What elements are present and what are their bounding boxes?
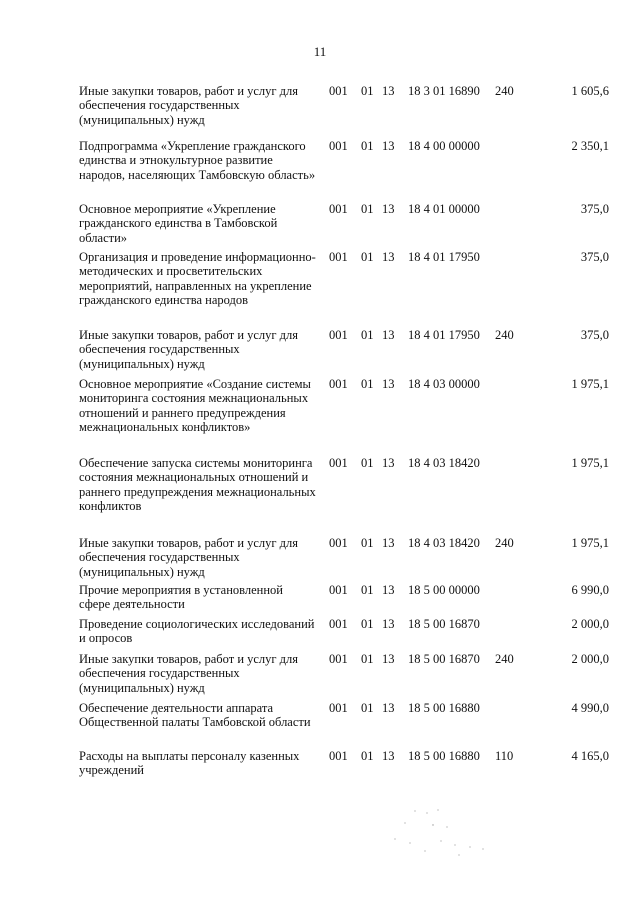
row-rz: 01: [361, 749, 374, 763]
row-sum: 1 975,1: [571, 536, 609, 550]
row-rz: 01: [361, 652, 374, 666]
row-vr: 240: [495, 84, 514, 98]
row-csr: 18 5 00 16880: [408, 749, 480, 763]
row-sum: 1 975,1: [571, 377, 609, 391]
row-ved: 001: [329, 536, 348, 550]
row-sum: 375,0: [580, 202, 609, 216]
row-name: Подпрограмма «Укрепление гражданского единства и этнокультурное развитие народов, населяющих Тамбовскую область»: [79, 139, 316, 182]
row-sum: 4 990,0: [571, 701, 609, 715]
row-pr: 13: [382, 456, 395, 470]
page-number: 11: [313, 44, 327, 59]
row-csr: 18 4 03 18420: [408, 456, 480, 470]
row-name: Иные закупки товаров, работ и услуг для обеспечения государственных (муниципальных) нужд: [79, 536, 299, 579]
row-vr: 240: [495, 328, 514, 342]
row-rz: 01: [361, 456, 374, 470]
row-name: Основное мероприятие «Укрепление гражданского единства в Тамбовской области»: [79, 202, 278, 245]
row-rz: 01: [361, 377, 374, 391]
row-pr: 13: [382, 652, 395, 666]
row-rz: 01: [361, 250, 374, 264]
row-vr: 240: [495, 652, 514, 666]
table-row: [79, 202, 609, 250]
row-csr: 18 5 00 16880: [408, 701, 480, 715]
row-sum: 1 975,1: [571, 456, 609, 470]
row-sum: 2 000,0: [571, 617, 609, 631]
row-ved: 001: [329, 617, 348, 631]
row-csr: 18 4 00 00000: [408, 139, 480, 153]
row-rz: 01: [361, 84, 374, 98]
row-rz: 01: [361, 202, 374, 216]
row-rz: 01: [361, 583, 374, 597]
row-ved: 001: [329, 583, 348, 597]
row-csr: 18 4 01 17950: [408, 250, 480, 264]
row-pr: 13: [382, 202, 395, 216]
row-sum: 1 605,6: [571, 84, 609, 98]
row-sum: 2 000,0: [571, 652, 609, 666]
table-row: [79, 139, 609, 202]
row-name: Иные закупки товаров, работ и услуг для обеспечения государственных (муниципальных) нужд: [79, 84, 299, 127]
row-ved: 001: [329, 250, 348, 264]
row-csr: 18 4 01 00000: [408, 202, 480, 216]
row-pr: 13: [382, 749, 395, 763]
row-csr: 18 4 03 18420: [408, 536, 480, 550]
row-pr: 13: [382, 328, 395, 342]
row-csr: 18 5 00 16870: [408, 652, 480, 666]
row-ved: 001: [329, 139, 348, 153]
table-row: [79, 328, 609, 377]
row-name: Организация и проведение информационно-методических и просветительских мероприятий, направленных на укрепление гражданского единства народов: [79, 250, 316, 307]
row-name: Основное мероприятие «Создание системы мониторинга состояния межнациональных отношений и раннего предупреждения межнациональных конфликтов»: [79, 377, 311, 434]
row-pr: 13: [382, 250, 395, 264]
row-sum: 375,0: [580, 328, 609, 342]
table-row: [79, 749, 609, 783]
row-pr: 13: [382, 583, 395, 597]
row-ved: 001: [329, 701, 348, 715]
row-vr: 110: [495, 749, 514, 763]
row-ved: 001: [329, 377, 348, 391]
row-pr: 13: [382, 617, 395, 631]
row-vr: 240: [495, 536, 514, 550]
row-ved: 001: [329, 749, 348, 763]
row-name: Обеспечение запуска системы мониторинга состояния межнациональных отношений и раннего предупреждения межнациональных конфликтов: [79, 456, 316, 513]
row-ved: 001: [329, 84, 348, 98]
row-sum: 2 350,1: [571, 139, 609, 153]
row-ved: 001: [329, 652, 348, 666]
row-name: Расходы на выплаты персоналу казенных учреждений: [79, 749, 300, 778]
scan-artifact: [375, 803, 495, 863]
row-ved: 001: [329, 328, 348, 342]
row-name: Иные закупки товаров, работ и услуг для обеспечения государственных (муниципальных) нужд: [79, 652, 299, 695]
row-rz: 01: [361, 328, 374, 342]
row-pr: 13: [382, 84, 395, 98]
row-name: Проведение социологических исследований и опросов: [79, 617, 315, 646]
row-rz: 01: [361, 617, 374, 631]
row-sum: 375,0: [580, 250, 609, 264]
budget-table: [79, 84, 609, 783]
row-name: Обеспечение деятельности аппарата Общественной палаты Тамбовской области: [79, 701, 311, 730]
row-csr: 18 4 03 00000: [408, 377, 480, 391]
row-sum: 4 165,0: [571, 749, 609, 763]
table-row: [79, 250, 609, 328]
table-row: [79, 456, 609, 536]
row-csr: 18 4 01 17950: [408, 328, 480, 342]
table-row: [79, 583, 609, 617]
row-csr: 18 5 00 16870: [408, 617, 480, 631]
row-name: Прочие мероприятия в установленной сфере деятельности: [79, 583, 283, 612]
row-ved: 001: [329, 202, 348, 216]
table-row: [79, 377, 609, 456]
row-pr: 13: [382, 377, 395, 391]
table-row: [79, 617, 609, 652]
table-row: [79, 84, 609, 139]
row-rz: 01: [361, 701, 374, 715]
row-name: Иные закупки товаров, работ и услуг для обеспечения государственных (муниципальных) нужд: [79, 328, 299, 371]
row-rz: 01: [361, 139, 374, 153]
row-pr: 13: [382, 701, 395, 715]
row-csr: 18 5 00 00000: [408, 583, 480, 597]
table-row: [79, 536, 609, 583]
row-sum: 6 990,0: [571, 583, 609, 597]
row-csr: 18 3 01 16890: [408, 84, 480, 98]
table-row: [79, 701, 609, 749]
row-pr: 13: [382, 536, 395, 550]
row-pr: 13: [382, 139, 395, 153]
row-ved: 001: [329, 456, 348, 470]
row-rz: 01: [361, 536, 374, 550]
table-row: [79, 652, 609, 701]
